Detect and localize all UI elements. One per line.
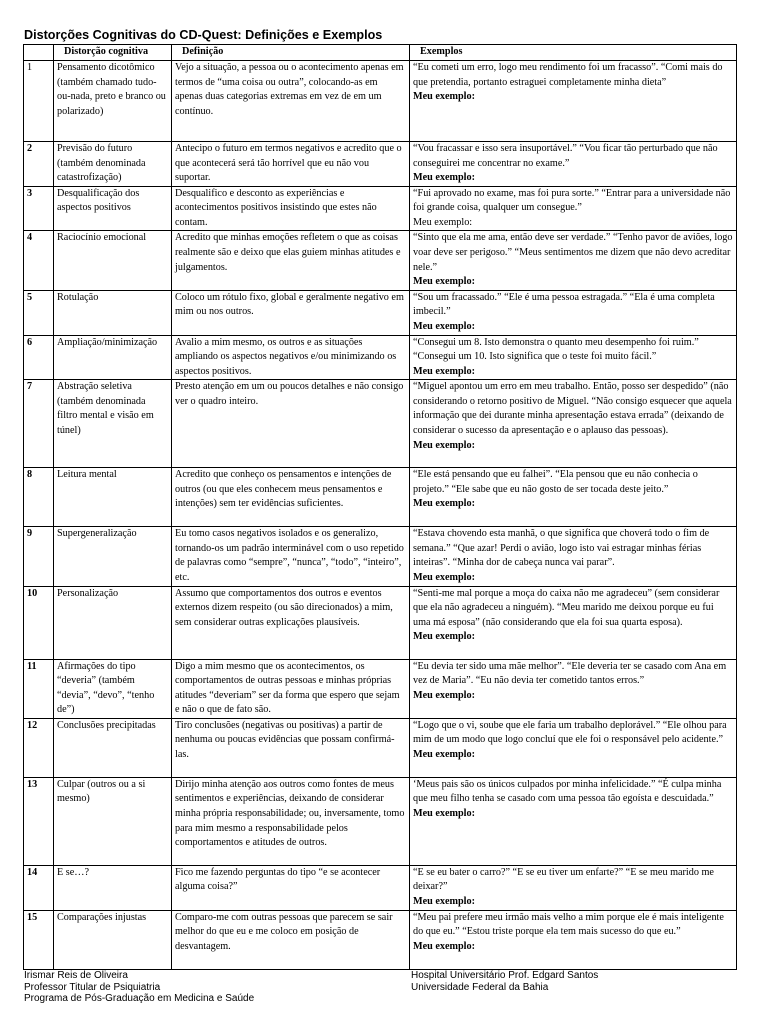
- page-title: Distorções Cognitivas do CD-Quest: Definições e Exemplos: [24, 28, 383, 42]
- row-number: 1: [24, 61, 54, 142]
- distortion-name: Rotulação: [54, 290, 172, 335]
- distortion-name: Personalização: [54, 586, 172, 659]
- my-example-label: Meu exemplo:: [413, 940, 475, 952]
- distortion-definition: Desqualifico e desconto as experiências e acontecimentos positivos insistindo que estes não contam.: [172, 186, 410, 231]
- distortion-definition: Digo a mim mesmo que os acontecimentos, os comportamentos de outras pessoas e minhas próprias atitudes “deveriam” ser da forma que espero que sejam e não o que de fato são.: [172, 659, 410, 718]
- header-examples: Exemplos: [410, 45, 737, 61]
- example-text: “Sinto que ela me ama, então deve ser verdade.” “Tenho pavor de aviões, logo voar deve ser perigoso.” “Meus sentimentos me dizem que não devo acreditar nele.”: [413, 232, 733, 273]
- table-row: [24, 718, 737, 777]
- row-number: 2: [24, 142, 54, 187]
- author-name: Irismar Reis de Oliveira: [24, 970, 128, 981]
- table-row: [24, 186, 737, 231]
- distortion-name: Desqualificação dos aspectos positivos: [54, 186, 172, 231]
- row-number: 6: [24, 335, 54, 380]
- examples-cell: [410, 335, 737, 380]
- example-text: “Estava chovendo esta manhã, o que significa que choverá todo o fim de semana.” “Que azar! Perdi o avião, logo isto vai estragar minhas férias inteiras”. “Minha dor de cabeça nunca vai parar”.: [413, 528, 710, 569]
- distortion-definition: Acredito que conheço os pensamentos e intenções de outros (ou que eles conhecem meus pensamentos e intenções) sem ter evidências suficientes.: [172, 468, 410, 527]
- example-text: “Meu pai prefere meu irmão mais velho a mim porque ele é mais inteligente do que eu.” “Estou triste porque ela tem mais sucesso do que eu.”: [413, 911, 724, 938]
- table-row: [24, 61, 737, 142]
- table-row: [24, 290, 737, 335]
- distortion-definition: Presto atenção em um ou poucos detalhes e não consigo ver o quadro inteiro.: [172, 380, 410, 468]
- distortion-definition: Avalio a mim mesmo, os outros e as situações ampliando os aspectos negativos e/ou minimizando os aspectos positivos.: [172, 335, 410, 380]
- my-example-label: Meu exemplo:: [413, 571, 475, 583]
- distortion-name: Abstração seletiva (também denominada filtro mental e visão em túnel): [54, 380, 172, 468]
- table-row: [24, 142, 737, 187]
- row-number: 7: [24, 380, 54, 468]
- examples-cell: [410, 290, 737, 335]
- table-row: [24, 659, 737, 718]
- table-row: [24, 527, 737, 586]
- examples-cell: [410, 468, 737, 527]
- header-definition: Definição: [172, 45, 410, 61]
- my-example-label: Meu exemplo:: [413, 631, 475, 643]
- example-text: “Ele está pensando que eu falhei”. “Ela pensou que eu não conhecia o projeto.” “Ele sabe que eu não gosto de ser tocada deste jeito.”: [413, 469, 698, 495]
- distortion-name: Comparações injustas: [54, 910, 172, 969]
- distortion-name: Pensamento dicotômico (também chamado tudo-ou-nada, preto e branco ou polarizado): [54, 61, 172, 142]
- row-number: 14: [24, 865, 54, 910]
- row-number: 15: [24, 910, 54, 969]
- example-text: ‘Meus pais são os únicos culpados por minha infelicidade.” “É culpa minha que meu filho tenha se casado com uma pessoa tão egoísta e descuidada.”: [413, 778, 722, 805]
- my-example-label: Meu exemplo:: [413, 276, 475, 288]
- distortion-name: Raciocínio emocional: [54, 231, 172, 290]
- example-text: “E se eu bater o carro?” “E se eu tiver um enfarte?” “E se meu marido me deixar?”: [413, 866, 714, 893]
- my-example-label: Meu exemplo:: [413, 91, 475, 103]
- distortion-name: Afirmações do tipo “deveria” (também “devia”, “devo”, “tenho de”): [54, 659, 172, 718]
- example-text: “Eu cometi um erro, logo meu rendimento foi um fracasso”. “Comi mais do que pretendia, portanto estraguei completamente minha dieta”: [413, 62, 723, 88]
- examples-cell: [410, 910, 737, 969]
- example-text: “Eu devia ter sido uma mãe melhor”. “Ele deveria ter se casado com Ana em vez de Maria”. “Eu não devia ter cometido tantos erros.”: [413, 660, 727, 687]
- examples-cell: [410, 865, 737, 910]
- distortion-name: Conclusões precipitadas: [54, 718, 172, 777]
- examples-cell: [410, 231, 737, 290]
- row-number: 8: [24, 468, 54, 527]
- examples-cell: [410, 777, 737, 865]
- examples-cell: [410, 659, 737, 718]
- my-example-label: Meu exemplo:: [413, 216, 473, 228]
- row-number: 9: [24, 527, 54, 586]
- my-example-label: Meu exemplo:: [413, 365, 475, 377]
- distortion-name: E se…?: [54, 865, 172, 910]
- university-name: Universidade Federal da Bahia: [411, 981, 549, 993]
- example-text: “Sou um fracassado.” “Ele é uma pessoa estragada.” “Ela é uma completa imbecil.”: [413, 291, 715, 318]
- row-number: 13: [24, 777, 54, 865]
- author-position: Professor Titular de Psiquiatria: [24, 981, 161, 993]
- hospital-name: Hospital Universitário Prof. Edgard Santos: [411, 970, 599, 981]
- examples-cell: [410, 61, 737, 142]
- my-example-label: Meu exemplo:: [413, 439, 475, 451]
- row-number: 11: [24, 659, 54, 718]
- distortion-definition: Vejo a situação, a pessoa ou o acontecimento apenas em termos de “uma coisa ou outra”, colocando-as em apenas duas categorias extremas em vez de em um contínuo.: [172, 61, 410, 142]
- row-number: 12: [24, 718, 54, 777]
- distortion-name: Culpar (outros ou a si mesmo): [54, 777, 172, 865]
- row-number: 4: [24, 231, 54, 290]
- examples-cell: [410, 586, 737, 659]
- example-text: “Consegui um 8. Isto demonstra o quanto meu desempenho foi ruim.” “Consegui um 10. Isto significa que o teste foi muito fácil.”: [413, 336, 699, 363]
- my-example-label: Meu exemplo:: [413, 808, 475, 820]
- table-row: [24, 468, 737, 527]
- footer-institution: [411, 970, 598, 993]
- distortion-definition: Comparo-me com outras pessoas que parecem se sair melhor do que eu e me coloco em posição de desvantagem.: [172, 910, 410, 969]
- table-row: [24, 865, 737, 910]
- distortion-definition: Antecipo o futuro em termos negativos e acredito que o que acontecerá será tão horrível que eu não vou suportar.: [172, 142, 410, 187]
- examples-cell: [410, 186, 737, 231]
- distortions-table: [23, 44, 737, 970]
- my-example-label: Meu exemplo:: [413, 172, 475, 184]
- examples-cell: [410, 380, 737, 468]
- example-text: “Senti-me mal porque a moça do caixa não me agradeceu” (sem considerar que ela não agradeceu a ninguém). “Meu marido me deixou porque eu fui uma má esposa” (não considerando que ela foi sua quarta esposa).: [413, 587, 720, 628]
- distortion-definition: Dirijo minha atenção aos outros como fontes de meus sentimentos e experiências, deixando de considerar minha própria responsabilidade; ou, inversamente, tomo para mim mesmo a responsabilidade pelos comportamentos e atitudes de outros.: [172, 777, 410, 865]
- examples-cell: [410, 527, 737, 586]
- example-text: “Logo que o vi, soube que ele faria um trabalho deplorável.” “Ele olhou para mim de um modo que logo concluí que ele foi o responsável pelo acidente.”: [413, 719, 727, 746]
- example-text: “Vou fracassar e isso sera insuportável.” “Vou ficar tão perturbado que não conseguirei me concentrar no exame.”: [413, 143, 718, 169]
- header-distortion: Distorção cognitiva: [54, 45, 172, 61]
- example-text: “Fui aprovado no exame, mas foi pura sorte.” “Entrar para a universidade não foi grande coisa, qualquer um consegue.”: [413, 187, 731, 214]
- distortion-definition: Tiro conclusões (negativas ou positivas) a partir de nenhuma ou poucas evidências que possam confirmá-las.: [172, 718, 410, 777]
- distortion-definition: Coloco um rótulo fixo, global e geralmente negativo em mim ou nos outros.: [172, 290, 410, 335]
- table-row: [24, 335, 737, 380]
- my-example-label: Meu exemplo:: [413, 749, 475, 761]
- distortion-name: Ampliação/minimização: [54, 335, 172, 380]
- table-row: [24, 380, 737, 468]
- header-number: [24, 45, 54, 61]
- my-example-label: Meu exemplo:: [413, 320, 475, 332]
- footer-author: [24, 970, 254, 1005]
- distortion-definition: Eu tomo casos negativos isolados e os generalizo, tornando-os um padrão interminável com o uso repetido de palavras como “sempre”, “nunca”, “todo”, “inteiro”, etc.: [172, 527, 410, 586]
- table-header-row: [24, 45, 737, 61]
- table-row: [24, 586, 737, 659]
- distortion-name: Supergeneralização: [54, 527, 172, 586]
- distortion-name: Leitura mental: [54, 468, 172, 527]
- distortion-definition: Acredito que minhas emoções refletem o que as coisas realmente são e deixo que elas guiem minhas atitudes e julgamentos.: [172, 231, 410, 290]
- table-row: [24, 231, 737, 290]
- table-row: [24, 910, 737, 969]
- my-example-label: Meu exemplo:: [413, 689, 475, 701]
- distortion-definition: Fico me fazendo perguntas do tipo “e se acontecer alguma coisa?”: [172, 865, 410, 910]
- examples-cell: [410, 718, 737, 777]
- example-text: “Miguel apontou um erro em meu trabalho. Então, posso ser despedido” (não considerando o retorno positivo de Miguel. “Não consigo esquecer que aquela informação que dei durante minha apresentação estava errada” (deixando de considerar o sucesso da apresentação e o aplauso das pessoas).: [413, 381, 732, 436]
- my-example-label: Meu exemplo:: [413, 896, 475, 908]
- distortion-name: Previsão do futuro (também denominada catastrofização): [54, 142, 172, 187]
- my-example-label: Meu exemplo:: [413, 498, 475, 510]
- examples-cell: [410, 142, 737, 187]
- distortion-definition: Assumo que comportamentos dos outros e eventos externos dizem respeito (ou são direcionados) a mim, sem considerar outras explicações plausíveis.: [172, 586, 410, 659]
- row-number: 10: [24, 586, 54, 659]
- table-row: [24, 777, 737, 865]
- row-number: 5: [24, 290, 54, 335]
- author-program: Programa de Pós-Graduação em Medicina e Saúde: [24, 993, 255, 1005]
- row-number: 3: [24, 186, 54, 231]
